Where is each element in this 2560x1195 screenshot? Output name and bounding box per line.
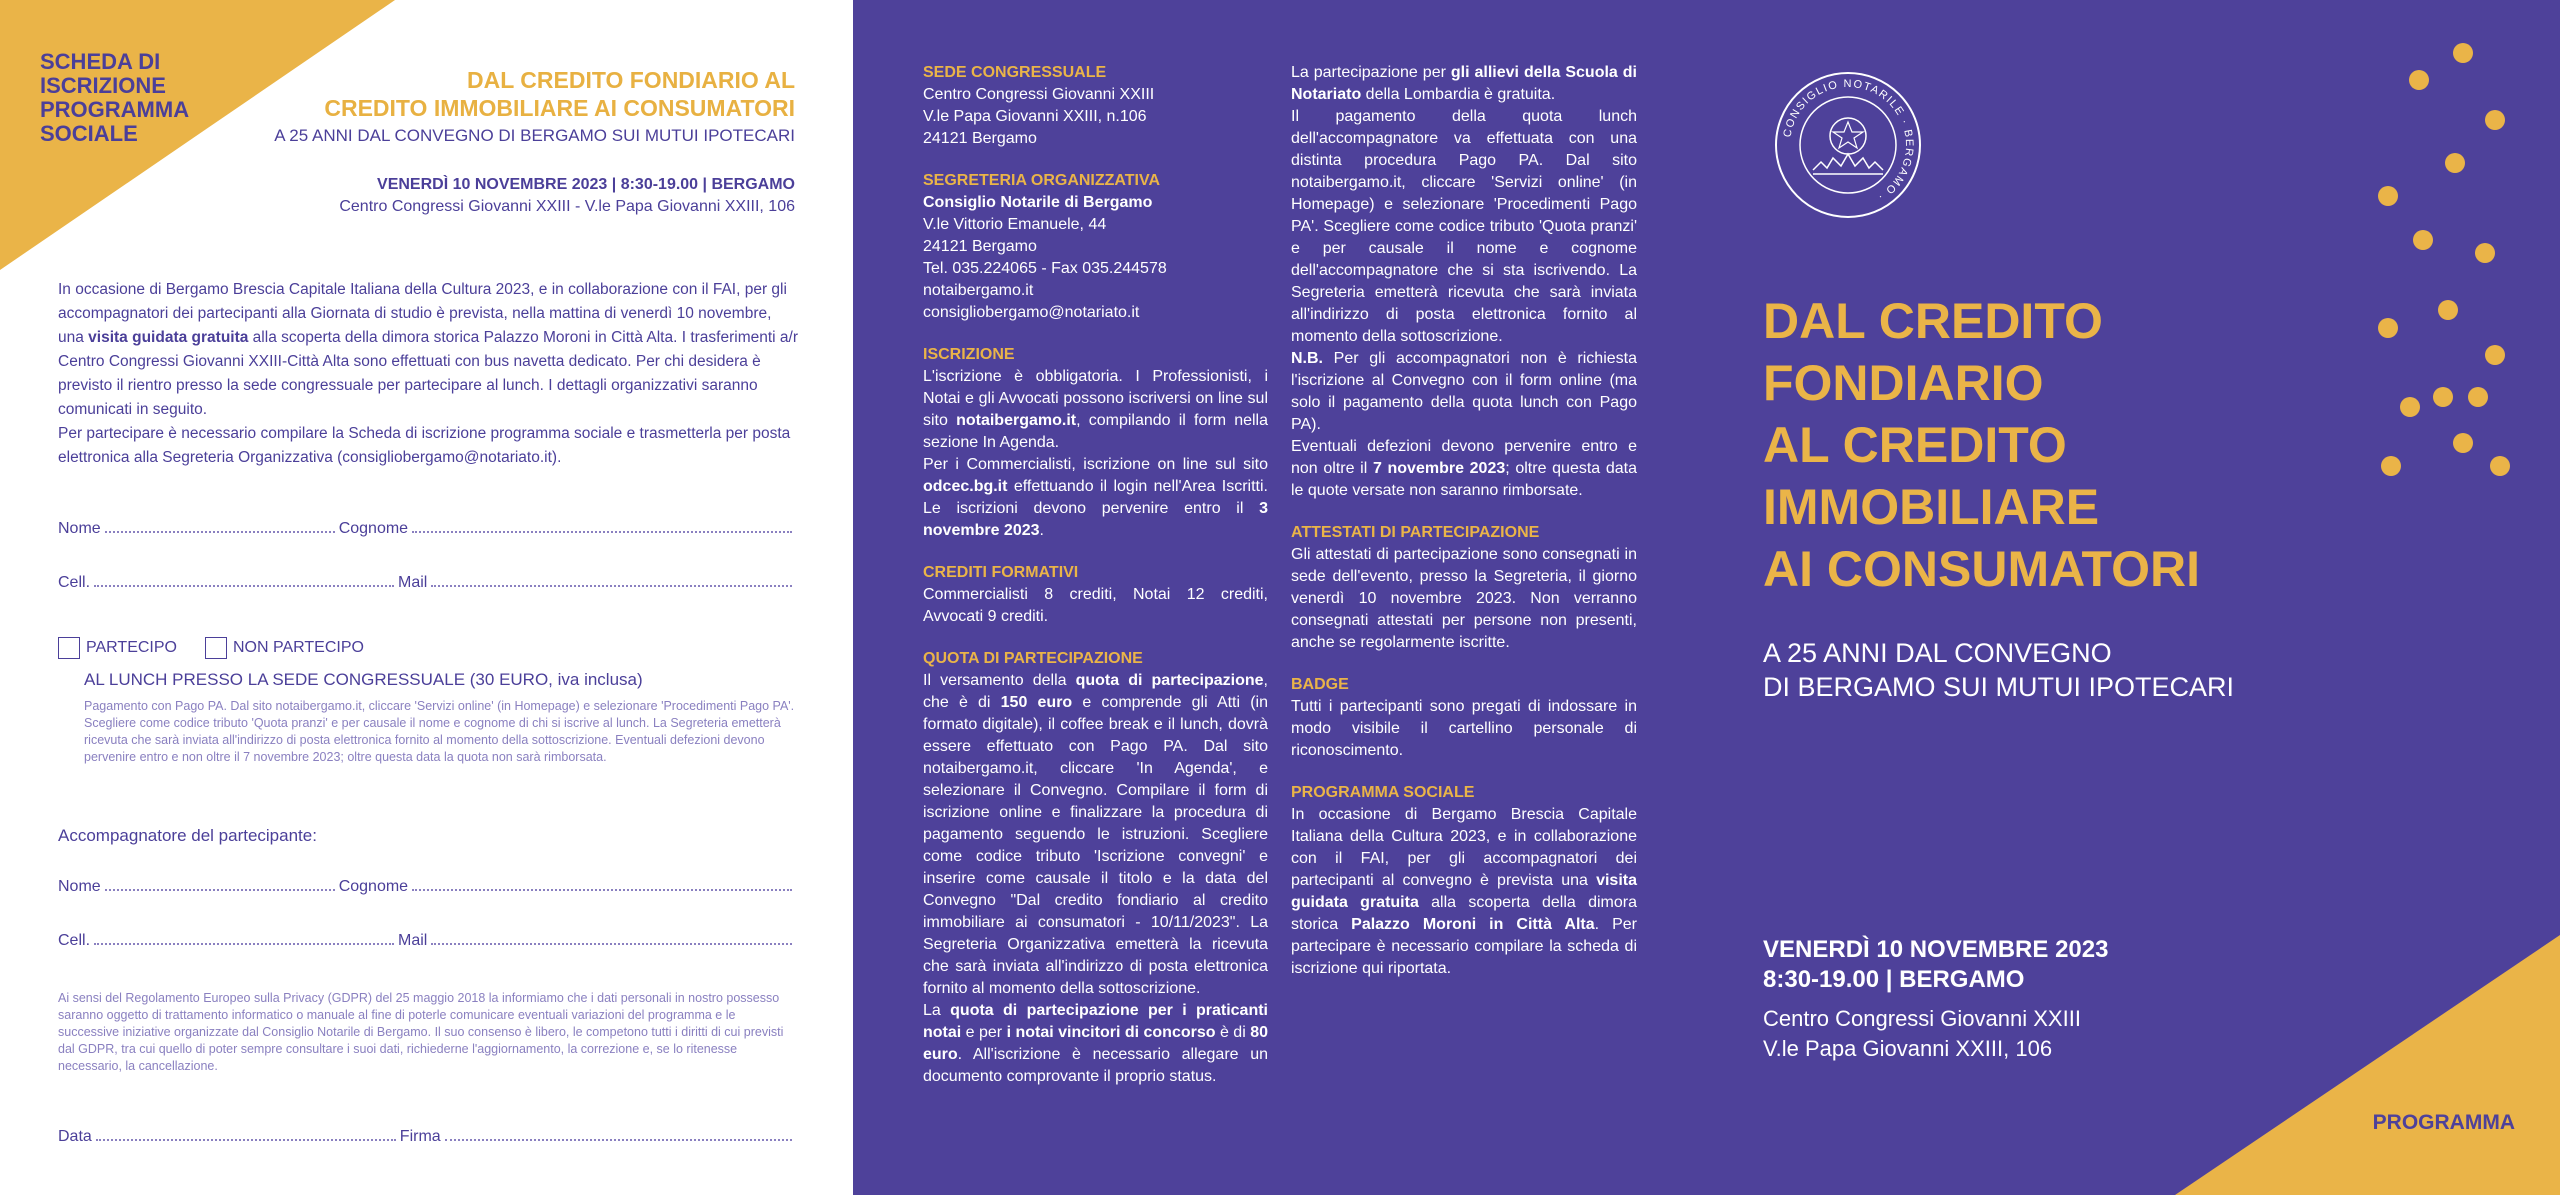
defezioni-part: ; oltre questa data le quote versate non saranno rimborsate. [1291,460,1637,499]
iscrizione-part: Per i Commercialisti, iscrizione on line sul sito [923,456,1268,473]
defezioni-text [1291,436,1637,502]
quota-amount: 150 euro [1000,694,1073,711]
event-title-line: DAL CREDITO FONDIARIO AL [467,67,795,93]
iscrizione-text [923,366,1268,454]
nome-label: Nome [58,520,101,537]
iscrizione-part: , compilando il form nella sezione In Agenda. [923,412,1268,451]
partecipo-checkbox[interactable] [58,637,80,659]
quota-heading: QUOTA DI PARTECIPAZIONE [923,650,1143,667]
right-panel-cover [1733,0,2560,1195]
intro-text-part: In occasione di Bergamo Brescia Capitale Italiana della Cultura 2023, e in collaborazione con il FAI, per gli accompagnatori dei partecipanti alla Giornata di studio è prevista, nella mattina di venerdì 10 novembre, una [58,281,787,346]
iscrizione-commercialisti [923,454,1268,542]
odcec-link[interactable]: odcec.bg.it [923,478,1008,495]
segreteria-heading: SEGRETERIA ORGANIZZATIVA [923,172,1161,189]
badge-text: Tutti i partecipanti sono pregati di indossare in modo visibile il cartellino personale di riconoscimento. [1291,698,1637,759]
decorative-dot [2409,70,2429,90]
allievi-part: della Lombardia è gratuita. [1361,86,1556,103]
sede-line: Centro Congressi Giovanni XXIII [923,86,1155,103]
companion-nome-field[interactable] [105,878,335,891]
cover-title-line: FONDIARIO [1763,355,2044,411]
quota-part: e per [961,1024,1007,1041]
quota-part: Il versamento della [923,672,1076,689]
accompagnatore-heading: Accompagnatore del partecipante: [58,826,317,845]
cover-venue-line: V.le Papa Giovanni XXIII, 106 [1763,1036,2053,1061]
cover-date [1763,935,2108,995]
svg-text:CONSIGLIO NOTARILE · BERGAMO ·: CONSIGLIO NOTARILE · BERGAMO · [1781,77,1916,204]
programma-bold: Palazzo Moroni in Città Alta [1351,916,1595,933]
decorative-dot [2445,153,2465,173]
attestati-heading: ATTESTATI DI PARTECIPAZIONE [1291,524,1540,541]
quota-part: . All'iscrizione è necessario allegare un documento comprovante il proprio status. [923,1046,1268,1085]
event-title-line: CREDITO IMMOBILIARE AI CONSUMATORI [324,95,795,121]
companion-cognome-field[interactable] [412,878,792,891]
nb-part: Per gli accompagnatori non è richiesta l'iscrizione al Convegno con il form online (ma solo il pagamento della quota lunch con Pago PA). [1291,350,1637,433]
segreteria-phone: Tel. 035.224065 - Fax 035.244578 [923,260,1167,277]
programma-sociale-text [1291,804,1637,980]
decorative-dot [2381,456,2401,476]
allievi-part: La partecipazione per [1291,64,1451,81]
event-date: VENERDÌ 10 NOVEMBRE 2023 | 8:30-19.00 | BERGAMO [377,176,795,193]
companion-cell-field[interactable] [94,932,394,945]
privacy-notice: Ai sensi del Regolamento Europeo sulla Privacy (GDPR) del 25 maggio 2018 la informiamo che i dati personali in nostro possesso saranno oggetto di trattamento informatico o manuale al fine di poterle comunicare eventuali variazioni del programma e le successive iniziative organizzate dal Consiglio Notarile di Bergamo. Il suo consenso è libero, le competono tutti i diritti di cui previsti dal GDPR, tra cui quello di poter sempre consultare i suoi dati, richiederne l'aggiornamento, la correzione e, se lo ritenesse necessario, la cancellazione. [58,991,784,1073]
programma-part: In occasione di Bergamo Brescia Capitale Italiana della Cultura 2023, e in collaborazione con il FAI, per gli accompagnatori dei partecipanti al convegno è prevista una [1291,806,1637,889]
companion-mail-field[interactable] [431,932,792,945]
info-column-2 [1291,62,1637,980]
cover-subtitle [1763,636,2323,704]
quota-bold: quota di partecipazione per i praticanti notai [923,1002,1268,1041]
event-subtitle: A 25 ANNI DAL CONVEGNO DI BERGAMO SUI MUTUI IPOTECARI [274,126,795,145]
signature-row [58,1128,796,1146]
programma-part: alla scoperta della dimora storica [1291,894,1637,933]
cover-venue [1763,1004,2081,1064]
non-partecipo-checkbox[interactable] [205,637,227,659]
cover-title [1763,290,2323,600]
mail-field[interactable] [431,574,792,587]
cell-label: Cell. [58,932,91,949]
quota-praticanti [923,1000,1268,1088]
left-panel-registration-form [0,0,853,1195]
cover-subtitle-line: A 25 ANNI DAL CONVEGNO [1763,638,2112,668]
middle-panel-info [853,0,1733,1195]
defezioni-deadline: 7 novembre 2023 [1372,460,1506,477]
intro-text-bold: visita guidata gratuita [88,329,249,346]
notaibergamo-link[interactable]: notaibergamo.it [956,412,1077,429]
quota-amount-reduced: 80 euro [923,1024,1269,1063]
data-field[interactable] [96,1128,396,1141]
quota-bold: i notai vincitori di concorso [1006,1024,1216,1041]
decorative-dot [2413,230,2433,250]
quota-part: La [923,1002,951,1019]
crediti-text: Commercialisti 8 crediti, Notai 12 crediti, Avvocati 9 crediti. [923,586,1268,625]
corner-triangle-decoration [2175,935,2560,1195]
participation-choice [58,637,364,659]
participant-contact-row [58,574,796,592]
quota-part: e comprende gli Atti (in formato digitale), il coffee break e il lunch, dovrà essere effettuato con Pago PA. Dal sito notaibergamo.it, cliccare 'In Agenda', e selezionare il Convegno. Compilare il form di iscrizione online e finalizzare la procedura di pagamento seguendo le istruzioni. Scegliere come codice tributo 'Iscrizione convegni' e inserire come causale il titolo e la data del Convegno "Dal credito fondiario al credito immobiliare ai consumatori - 10/11/2023". La Segreteria Organizzativa emetterà la ricevuta che sarà inviata all'indirizzo di posta elettronica fornito al momento della sottoscrizione. [923,694,1269,997]
segreteria-email-link[interactable]: consigliobergamo@notariato.it [923,304,1140,321]
quota-part: è di [1215,1024,1251,1041]
allievi-text [1291,62,1637,106]
iscrizione-deadline: 3 novembre 2023 [923,500,1268,539]
companion-name-row [58,878,796,896]
decorative-dot [2378,318,2398,338]
mail-label: Mail [398,932,428,949]
decorative-dot [2400,397,2420,417]
programma-label: PROGRAMMA [2372,1111,2515,1134]
defezioni-part: Eventuali defezioni devono pervenire entro e non oltre il [1291,438,1637,477]
event-title [195,66,795,122]
firma-field[interactable] [445,1128,792,1141]
cover-title-line: AL CREDITO [1763,417,2067,473]
info-column-1 [923,62,1268,1088]
programma-part: . Per partecipare è necessario compilare la scheda di iscrizione qui riportata. [1291,916,1637,977]
nb-text [1291,348,1637,436]
intro-text [58,278,798,470]
intro-text-part: alla scoperta della dimora storica Palazzo Moroni in Città Alta. I trasferimenti a/r Centro Congressi Giovanni XXIII-Città Alta sono effettuati con bus navetta dedicato. Per chi desidera è previsto il rientro presso la sede congressuale per partecipare al lunch. I dettagli organizzativi saranno comunicati in seguito. [58,329,798,418]
decorative-dot [2453,43,2473,63]
decorative-dot [2378,186,2398,206]
segreteria-line: 24121 Bergamo [923,238,1037,255]
nome-label: Nome [58,878,101,895]
decorative-dot [2485,110,2505,130]
programma-bold: visita guidata gratuita [1291,872,1637,911]
decorative-dot [2453,433,2473,453]
cover-title-line: IMMOBILIARE [1763,479,2100,535]
scheda-line: PROGRAMMA [40,97,190,122]
quota-bold: quota di partecipazione [1075,672,1264,689]
cell-field[interactable] [94,574,394,587]
segreteria-line: V.le Vittorio Emanuele, 44 [923,216,1107,233]
allievi-bold: gli allievi della Scuola di Notariato [1291,64,1637,103]
partecipo-label: PARTECIPO [86,639,177,656]
nb-label: N.B. [1291,350,1323,367]
cognome-field[interactable] [412,520,792,533]
programma-sociale-heading: PROGRAMMA SOCIALE [1291,784,1475,801]
lunch-payment-text: Il pagamento della quota lunch dell'accompagnatore va effettuata con una distinta procedura Pago PA. Dal sito notaibergamo.it, cliccare 'Servizi online' (in Homepage) e selezionare 'Procedimenti Pago PA'. Scegliere come codice tributo 'Quota pranzi' e per causale il nome e cognome dell'accompagnatore che si sta iscrivendo. La Segreteria emetterà ricevuta che sarà inviata all'indirizzo di posta elettronica fornito al momento della sottoscrizione. [1291,108,1637,345]
decorative-dot [2490,456,2510,476]
decorative-dot [2438,300,2458,320]
decorative-dot [2475,243,2495,263]
data-label: Data [58,1128,92,1145]
decorative-dot [2468,387,2488,407]
quota-text [923,670,1268,1000]
crediti-heading: CREDITI FORMATIVI [923,564,1079,581]
segreteria-website-link[interactable]: notaibergamo.it [923,282,1034,299]
scheda-line: SOCIALE [40,121,138,146]
consiglio-notarile-logo [1773,70,1923,220]
iscrizione-part: L'iscrizione è obbligatoria. I Professionisti, i Notai e gli Avvocati possono iscriversi on line sul sito [923,368,1268,429]
lunch-label: AL LUNCH PRESSO LA SEDE CONGRESSUALE (30 EURO, iva inclusa) [84,670,643,689]
nome-field[interactable] [105,520,335,533]
iscrizione-part: . [1039,522,1044,539]
intro-text-instructions: Per partecipare è necessario compilare la Scheda di iscrizione programma sociale e trasmetterla per posta elettronica alla Segreteria Organizzativa (consigliobergamo@notariato.it). [58,425,791,466]
cover-subtitle-line: DI BERGAMO SUI MUTUI IPOTECARI [1763,672,2235,702]
cognome-label: Cognome [338,520,409,537]
segreteria-name: Consiglio Notarile di Bergamo [923,194,1153,211]
cover-date-line: VENERDÌ 10 NOVEMBRE 2023 [1763,936,2109,963]
cognome-label: Cognome [338,878,409,895]
iscrizione-part: effettuando il login nell'Area Iscritti. Le iscrizioni devono pervenire entro il [923,478,1268,517]
companion-contact-row [58,932,796,950]
badge-heading: BADGE [1291,676,1349,693]
cover-venue-line: Centro Congressi Giovanni XXIII [1763,1006,2081,1031]
sede-line: V.le Papa Giovanni XXIII, n.106 [923,108,1147,125]
participant-name-row [58,520,796,538]
mail-label: Mail [398,574,428,591]
event-venue: Centro Congressi Giovanni XXIII - V.le Papa Giovanni XXIII, 106 [339,198,795,215]
cover-title-line: DAL CREDITO [1763,293,2103,349]
cell-label: Cell. [58,574,91,591]
firma-label: Firma [399,1128,441,1145]
sede-line: 24121 Bergamo [923,130,1037,147]
decorative-dot [2433,387,2453,407]
cover-time-line: 8:30-19.00 | BERGAMO [1763,966,2025,993]
cover-title-line: AI CONSUMATORI [1763,541,2201,597]
decorative-dot [2485,345,2505,365]
quota-part: , che è di [923,672,1268,711]
attestati-text: Gli attestati di partecipazione sono consegnati in sede dell'evento, presso la Segreteria, il giorno venerdì 10 novembre 2023. Non verranno consegnati attestati per persone non presenti, anche se regolarmente iscritte. [1291,546,1637,651]
iscrizione-heading: ISCRIZIONE [923,346,1015,363]
scheda-line: ISCRIZIONE [40,73,166,98]
lunch-payment-note: Pagamento con Pago PA. Dal sito notaibergamo.it, cliccare 'Servizi online' (in Homepage) e selezionare 'Procedimenti Pago PA'. Scegliere come codice tributo 'Quota pranzi' e per causale il nome e cognome di chi si iscrive al lunch. La Segreteria emetterà ricevuta che sarà inviata all'indirizzo di posta elettronica fornito al momento della sottoscrizione. Eventuali defezioni devono pervenire entro e non oltre il 7 novembre 2023; oltre questa data la quota non sarà rimborsata. [84,699,795,764]
scheda-line: SCHEDA DI [40,49,161,74]
sede-heading: SEDE CONGRESSUALE [923,64,1107,81]
non-partecipo-label: NON PARTECIPO [232,639,364,656]
